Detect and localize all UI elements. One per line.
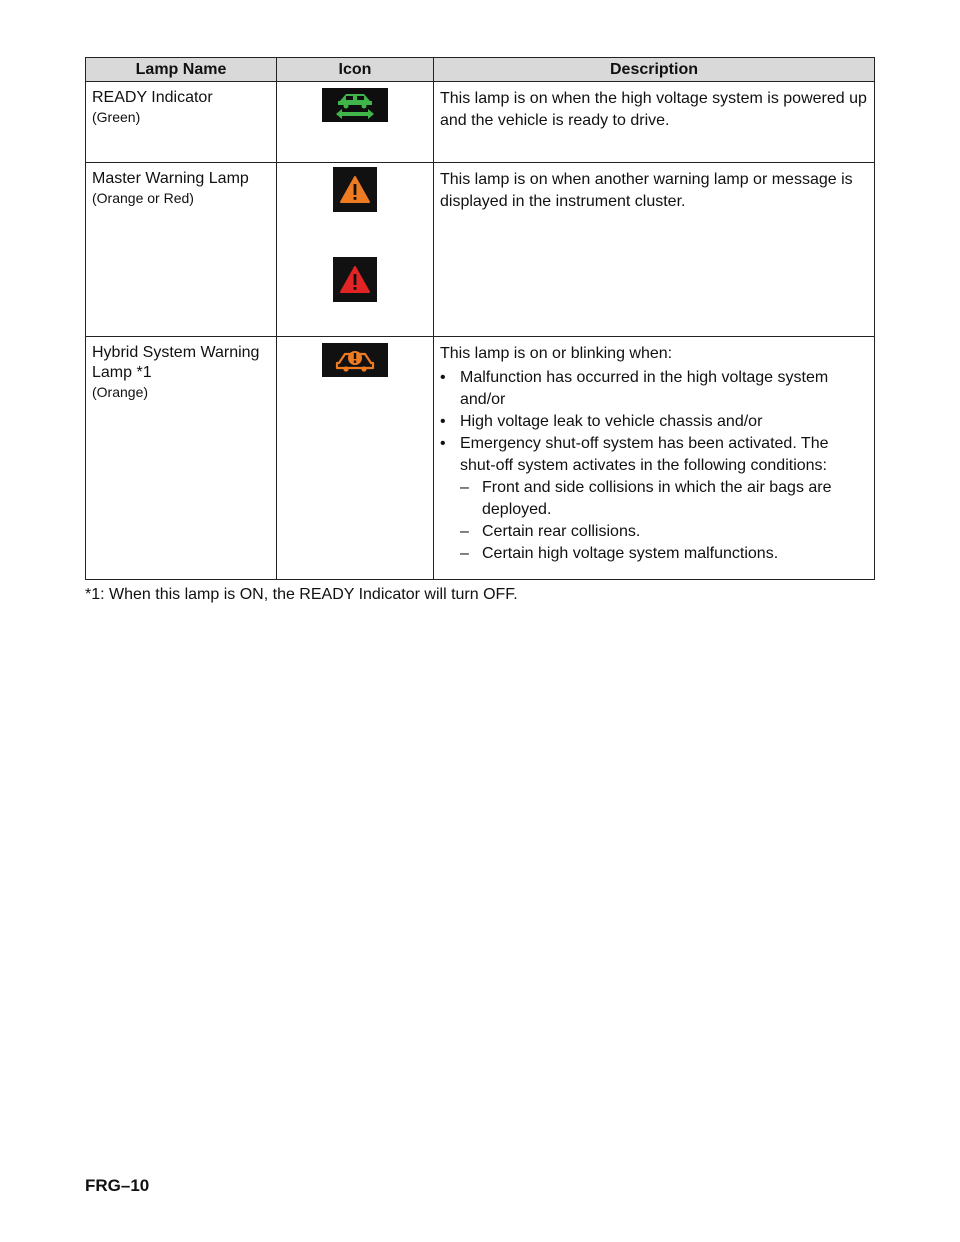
lamp-color-note: (Orange) (92, 384, 149, 400)
bullet-list (440, 367, 868, 565)
description-cell: This lamp is on when the high voltage system is powered up and the vehicle is ready to drive. (434, 82, 875, 163)
lamp-name-cell (86, 163, 277, 337)
lamp-name: Master Warning Lamp (92, 170, 249, 187)
list-item: – Front and side collisions in which the air bags are deployed. (440, 477, 868, 521)
lamp-color-note: (Orange or Red) (92, 190, 194, 206)
dash-list (440, 477, 868, 565)
lamp-name: READY Indicator (92, 89, 213, 106)
lamp-name: Hybrid System Warning Lamp *1 (92, 344, 260, 381)
list-item: – Certain high voltage system malfunctions. (440, 543, 868, 565)
lamp-name-cell (86, 82, 277, 163)
icon-cell (277, 82, 434, 163)
table-row (86, 163, 875, 337)
lamp-name-cell (86, 337, 277, 580)
description-intro: This lamp is on or blinking when: (440, 345, 673, 362)
page-number: FRG–10 (85, 1176, 150, 1195)
list-item (440, 433, 868, 565)
icon-cell (277, 163, 434, 337)
description-cell: This lamp is on when another warning lamp or message is displayed in the instrument cluster. (434, 163, 875, 337)
hybrid-car-warning-icon (322, 343, 388, 377)
header-lamp-name: Lamp Name (86, 58, 277, 82)
icon-cell (277, 337, 434, 580)
ready-car-arrow-icon (322, 88, 388, 122)
list-item: • Malfunction has occurred in the high voltage system and/or (440, 367, 868, 411)
lamp-color-note: (Green) (92, 109, 141, 125)
list-item: – Certain rear collisions. (440, 521, 868, 543)
list-item-text: Emergency shut-off system has been activated. The shut-off system activates in the following conditions: (460, 435, 829, 474)
warning-triangle-icon (333, 257, 377, 302)
footnote: *1: When this lamp is ON, the READY Indicator will turn OFF. (85, 586, 518, 603)
table-header-row (86, 58, 875, 82)
header-icon: Icon (277, 58, 434, 82)
header-description: Description (434, 58, 875, 82)
lamp-table (85, 57, 875, 580)
description-cell (434, 337, 875, 580)
table-row (86, 82, 875, 163)
table-row (86, 337, 875, 580)
warning-triangle-icon (333, 167, 377, 212)
list-item: • High voltage leak to vehicle chassis and/or (440, 411, 868, 433)
